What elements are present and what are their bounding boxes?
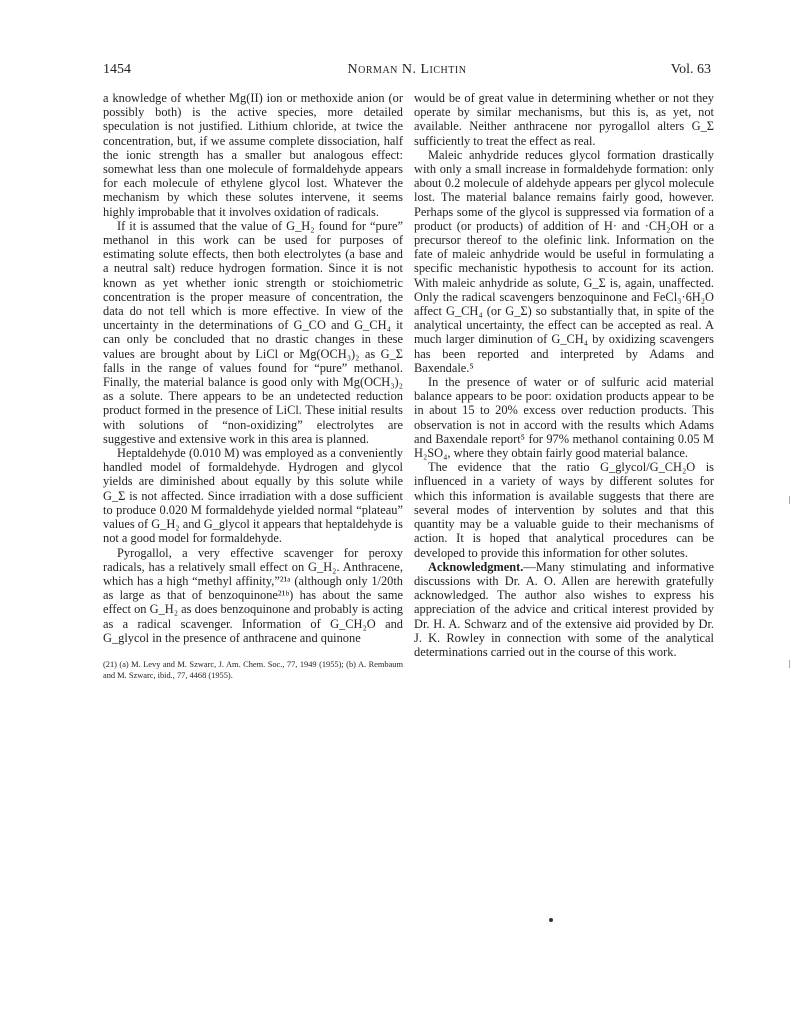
paragraph: Pyrogallol, a very effective scavenger for peroxy radicals, has a relatively small effect on G_H₂. Anthracene, which has a high “methyl affinity,”²¹ᵃ (although only 1/20th as large as that of benzoquinone²¹ᵇ) has about the same effect on G_H₂ as does benzoquinone and probably is acting as a radical scavenger. Information of G_CH₂O and G_glycol in the presence of anthracene and quinone (103, 545, 403, 645)
footnote-21: (21) (a) M. Levy and M. Szwarc, J. Am. Chem. Soc., 77, 1949 (1955); (b) A. Rembaum and M. Szwarc, ibid., 77, 4468 (1955). (103, 659, 403, 680)
scan-edge-mark (789, 496, 790, 504)
acknowledgment-text: —Many stimulating and informative discussions with Dr. A. O. Allen are herewith gratefully acknowledged. The author also wishes to express his appreciation of the advice and critical interest provided by Dr. H. A. Schwarz and of the extensive aid provided by Dr. J. K. Rowley in connection with some of the analytical determinations carried out in the course of this work. (414, 559, 714, 659)
paragraph: The evidence that the ratio G_glycol/G_CH₂O is influenced in a variety of ways by different solutes for which this information is available suggests that there are several modes of intervention by solutes and that this quantity may be a valuable guide to their mechanisms of action. It is hoped that analytical procedures can be developed to provide this information for other solutes. (414, 460, 714, 560)
paragraph: If it is assumed that the value of G_H₂ found for “pure” methanol in this work can be used for purposes of estimating solute effects, then both electrolytes (a base and a neutral salt) reduce hydrogen formation. Since it is not known as yet whether ionic strength or stoichiometric concentration is the proper measure of concentration, the data do not tell which is more effective. In view of the uncertainty in the determinations of G_CO and G_CH₄ it can only be concluded that no drastic changes in these values are brought about by LiCl or Mg(OCH₃)₂ as G_Σ falls in the range of values found for “pure” methanol. Finally, the material balance is good only with Mg(OCH₃)₂ as a solute. There appears to be an undetected reduction product formed in the presence of LiCl. These initial results with solutions of “non-oxidizing” electrolytes are suggestive and extensive work in this area is planned. (103, 218, 403, 446)
paragraph: Maleic anhydride reduces glycol formation drastically with only a small increase in formaldehyde formation: only about 0.2 molecule of aldehyde appears per glycol molecule lost. The material balance remains fairly good, however. Perhaps some of the glycol is suppressed via formation of a product (or products) of addition of H· and ·CH₂OH or a precursor thereof to the olefinic link. Information on the fate of maleic anhydride would be useful in formulating a specific mechanistic hypothesis to account for its action. With maleic anhydride as solute, G_Σ is, again, unaffected. Only the radical scavengers benzoquinone and FeCl₃·6H₂O affect G_CH₄ (or G_Σ) so substantially that, in spite of the analytical uncertainty, the effect can be accepted as real. A much larger diminution of G_CH₄ by oxidizing scavengers has been reported and interpreted by Adams and Baxendale.⁵ (414, 147, 714, 375)
running-author: Norman N. Lichtin (347, 62, 467, 77)
scan-speck (549, 918, 553, 922)
acknowledgment (414, 560, 714, 659)
left-column (103, 91, 403, 681)
right-column (414, 91, 714, 659)
scan-edge-mark (789, 660, 790, 668)
acknowledgment-label: Acknowledgment. (428, 559, 524, 574)
paragraph: would be of great value in determining whether or not they operate by similar mechanisms, but this is, as yet, not available. Neither anthracene nor pyrogallol alters G_Σ sufficiently to treat the effect as real. (414, 91, 714, 148)
paragraph: a knowledge of whether Mg(II) ion or methoxide anion (or possibly both) is the active species, more detailed speculation is not justified. Lithium chloride, at twice the concentration, but, if we assume complete dissociation, half the ionic strength has a smaller but analogous effect: somewhat less than one molecule of formaldehyde appears for each molecule of ethylene glycol lost. Whatever the mechanism by which these solutes intervene, it seems highly improbable that it involves oxidation of radicals. (103, 91, 403, 219)
paragraph: Heptaldehyde (0.010 M) was employed as a conveniently handled model of formaldehyde. Hydrogen and glycol yields are diminished about equally by this solute while G_Σ is not affected. Since irradiation with a dose sufficient to produce 0.020 M formaldehyde yielded normal “plateau” values of G_H₂ and G_glycol it appears that heptaldehyde is not a good model for formaldehyde. (103, 446, 403, 546)
paragraph: In the presence of water or of sulfuric acid material balance appears to be poor: oxidation products appear to be in about 15 to 20% excess over reduction products. This observation is not in accord with the results which Adams and Baxendale report⁵ for 97% methanol containing 0.05 M H₂SO₄, where they obtain fairly good material balance. (414, 375, 714, 461)
running-header (103, 62, 711, 82)
page-number: 1454 (103, 62, 131, 77)
volume-label: Vol. 63 (670, 62, 711, 77)
